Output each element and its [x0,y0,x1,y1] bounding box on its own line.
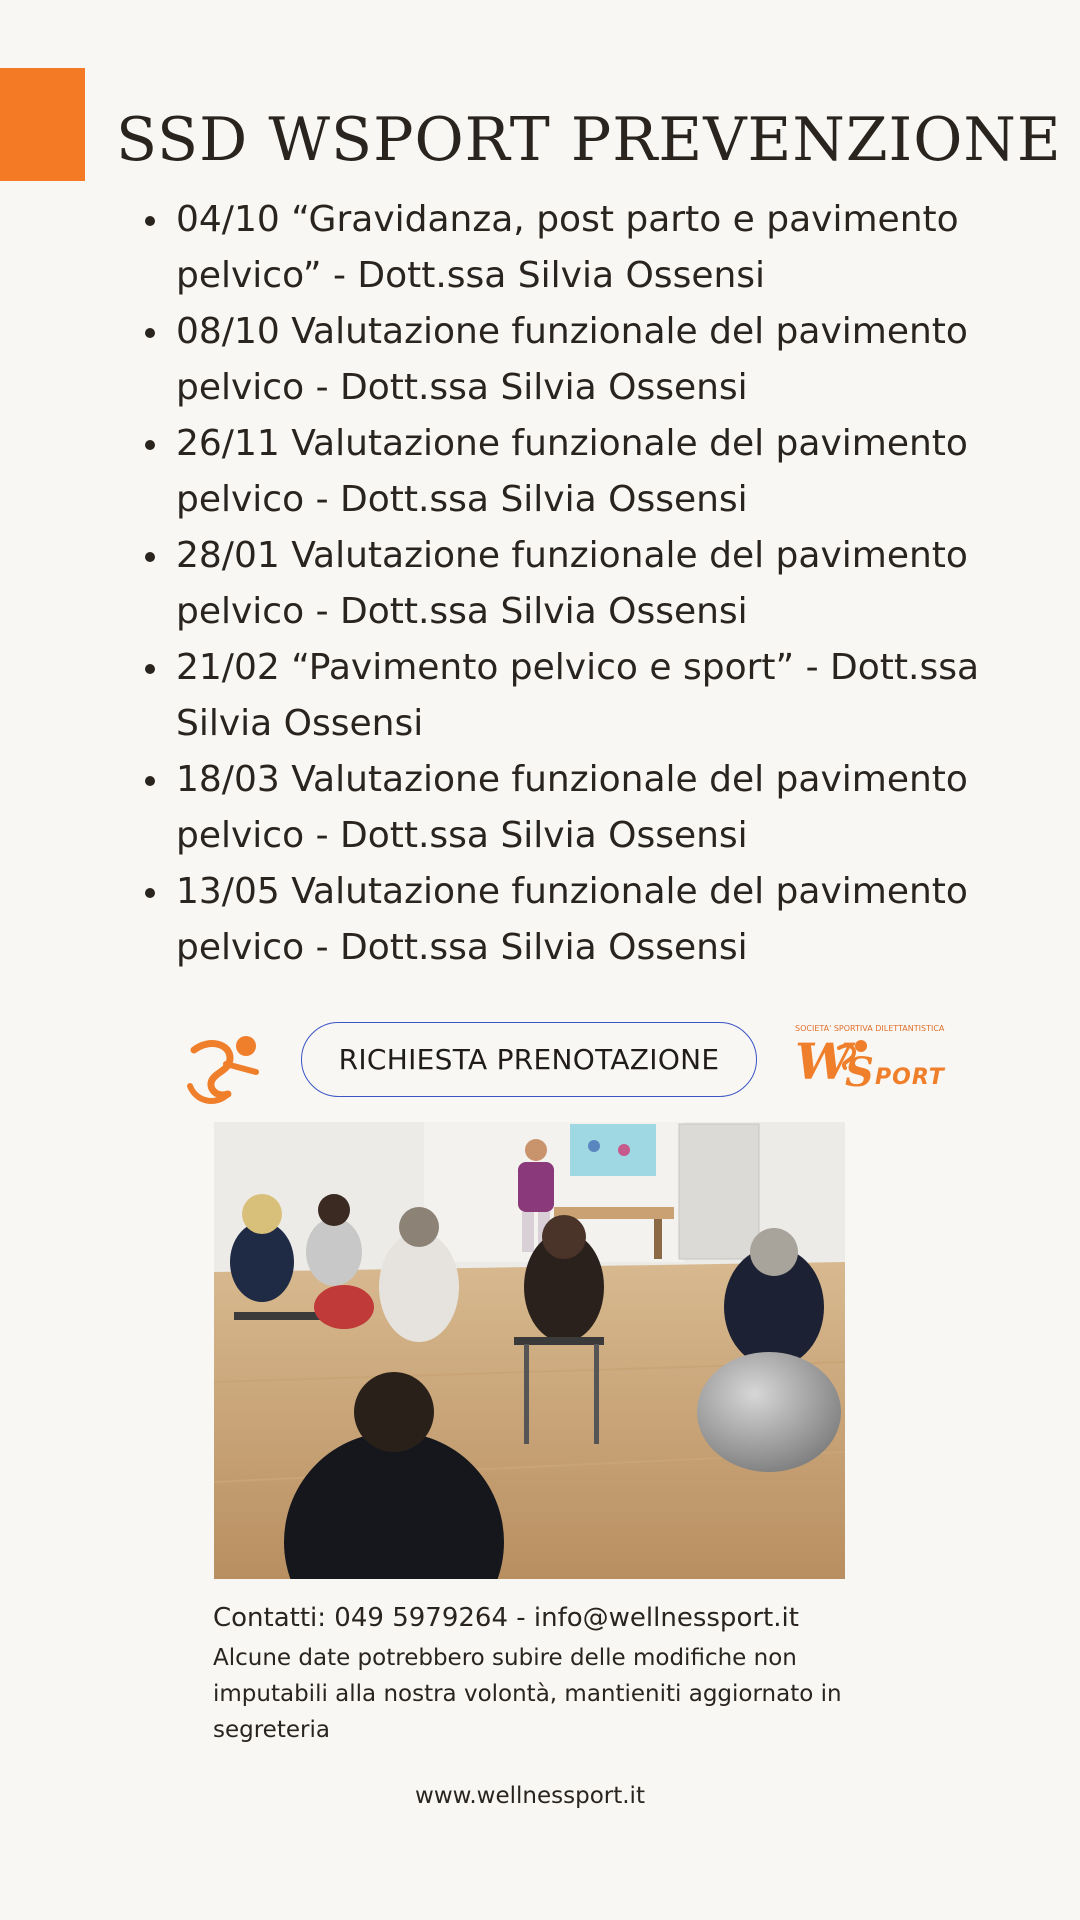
event-item: 28/01 Valutazione funzionale del pavimento pelvico - Dott.ssa Silvia Ossensi [176,528,1016,640]
wsport-logo [795,1024,955,1094]
booking-request-button[interactable]: RICHIESTA PRENOTAZIONE [301,1022,757,1097]
event-item: 08/10 Valutazione funzionale del pavimento pelvico - Dott.ssa Silvia Ossensi [176,304,1016,416]
event-item: 04/10 “Gravidanza, post parto e pavimento pelvico” - Dott.ssa Silvia Ossensi [176,192,1016,304]
runner-icon [186,1028,266,1108]
accent-block [0,68,85,181]
event-item: 26/11 Valutazione funzionale del pavimento pelvico - Dott.ssa Silvia Ossensi [176,416,1016,528]
website-link[interactable]: www.wellnessport.it [415,1783,645,1809]
page-title: SSD WSPORT PREVENZIONE [116,105,1062,175]
event-item: 18/03 Valutazione funzionale del pavimento pelvico - Dott.ssa Silvia Ossensi [176,752,1016,864]
event-item: 13/05 Valutazione funzionale del pavimento pelvico - Dott.ssa Silvia Ossensi [176,864,1016,976]
logo-tagline: SOCIETA' SPORTIVA DILETTANTISTICA [795,1024,945,1033]
logo-letter-s: S [845,1049,874,1096]
disclaimer-text: Alcune date potrebbero subire delle modifiche non imputabili alla nostra volontà, mantieniti aggiornato in segreteria [213,1645,842,1743]
event-list [140,192,1016,976]
workshop-photo [214,1122,845,1579]
logo-letter-w: W [795,1032,852,1091]
logo-letters-port: PORT [875,1065,945,1090]
event-item: 21/02 “Pavimento pelvico e sport” - Dott.ssa Silvia Ossensi [176,640,1016,752]
contact-info: Contatti: 049 5979264 - info@wellnessport.it [213,1603,799,1633]
